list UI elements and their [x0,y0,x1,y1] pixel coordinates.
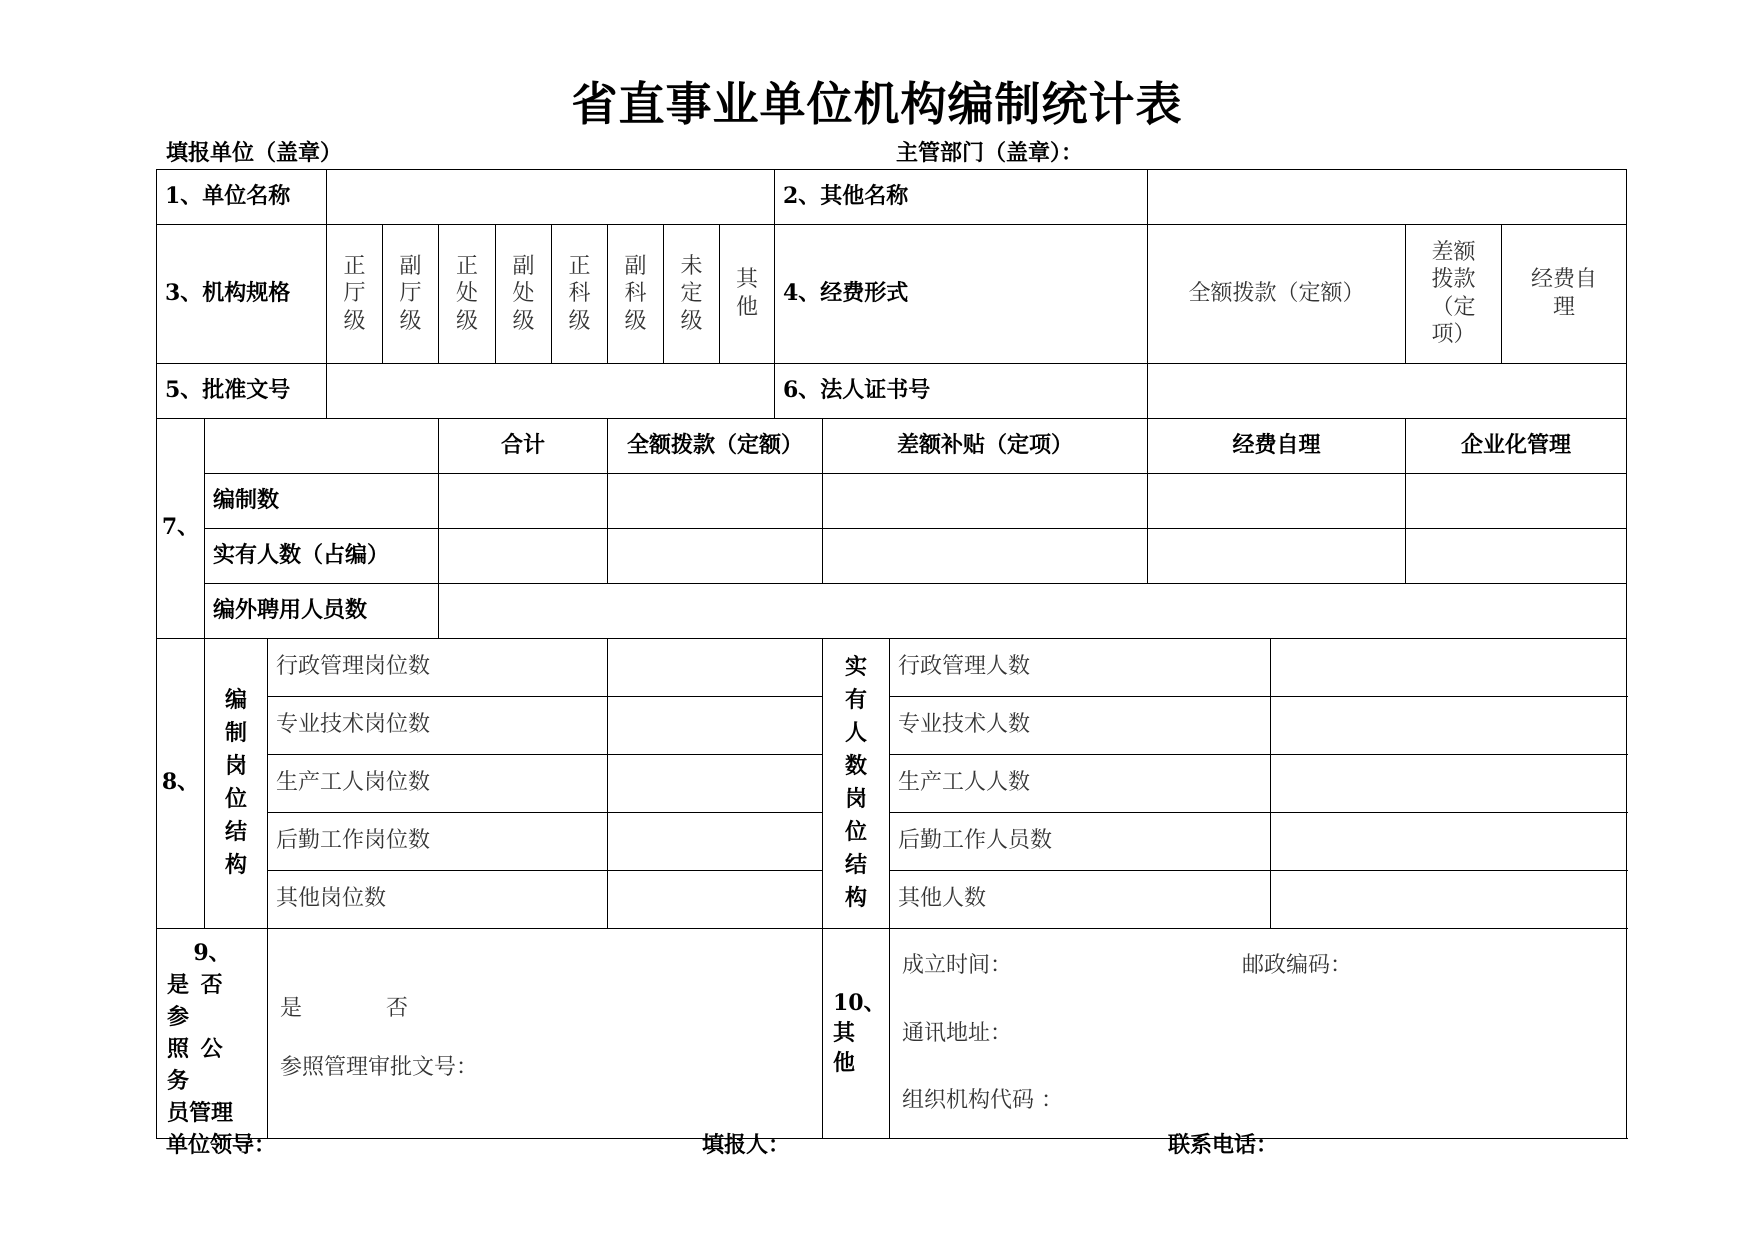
page-title: 省直事业单位机构编制统计表 [571,77,1183,131]
other-info-cell [890,928,1627,1138]
org-code-label: 组织机构代码 ： [902,1088,1063,1113]
left-item-label: 后勤工作岗位数 [268,812,608,870]
quota-diff-field[interactable] [823,473,1148,528]
legal-cert-field[interactable] [1148,363,1627,418]
left-item-label: 生产工人岗位数 [268,754,608,812]
actual-total-field[interactable] [439,528,608,583]
right-item-label: 后勤工作人员数 [890,812,1271,870]
quota-structure-heading [205,638,268,928]
column-header: 合计 [439,418,608,473]
quota-enterprise-field[interactable] [1406,473,1627,528]
approval-no-label: 5、批准文号 [157,363,327,418]
right-item-label: 生产工人人数 [890,754,1271,812]
section9-line: 照 公 务 [167,1036,225,1094]
row-label: 编外聘用人员数 [205,583,439,638]
statistics-form-table [156,169,1627,1139]
actual-structure-heading [823,638,890,928]
other-name-field[interactable] [1148,170,1627,225]
funding-option[interactable]: 经费自理 [1502,225,1627,364]
section7-label: 7、 [157,418,205,638]
level-option[interactable]: 副厅级 [383,225,439,364]
quota-self-field[interactable] [1148,473,1406,528]
actual-full-field[interactable] [608,528,823,583]
level-option[interactable]: 其他 [720,225,775,364]
actual-diff-field[interactable] [823,528,1148,583]
column-header: 经费自理 [1148,418,1406,473]
section9-line: 员管理 [167,1100,234,1126]
section10-line: 其 [833,1020,856,1046]
right-item-field[interactable] [1271,812,1627,870]
quota-structure-heading-text: 编制岗位结构 [224,687,247,878]
level-option[interactable]: 未定级 [664,225,720,364]
column-header: 全额拨款（定额） [608,418,823,473]
right-item-field[interactable] [1271,638,1627,696]
founded-label: 成立时间： [902,952,1013,978]
filler-label: 填报人： [702,1132,791,1158]
section10-number: 10、 [833,990,886,1016]
address-label: 通讯地址： [902,1020,1013,1046]
left-item-field[interactable] [608,812,823,870]
left-item-label: 其他岗位数 [268,870,608,928]
unit-name-field[interactable] [327,170,775,225]
funding-form-label: 4、经费形式 [775,225,1148,364]
right-item-field[interactable] [1271,696,1627,754]
level-option[interactable]: 正处级 [439,225,496,364]
column-header: 差额补贴（定项） [823,418,1148,473]
civil-servant-cell [268,928,823,1138]
level-option[interactable]: 副科级 [608,225,664,364]
fill-unit-label: 填报单位（盖章） [166,140,343,166]
right-item-field[interactable] [1271,870,1627,928]
actual-enterprise-field[interactable] [1406,528,1627,583]
section8-label: 8、 [157,638,205,928]
left-item-field[interactable] [608,638,823,696]
yes-option[interactable]: 是 [280,995,303,1021]
postcode-label: 邮政编码： [1242,952,1353,978]
supervisor-label: 主管部门（盖章）： [896,140,1084,166]
level-option[interactable]: 副处级 [496,225,552,364]
unit-name-label: 1、单位名称 [157,170,327,225]
quota-full-field[interactable] [608,473,823,528]
level-option[interactable]: 正厅级 [327,225,383,364]
legal-cert-label: 6、法人证书号 [775,363,1148,418]
right-item-label: 专业技术人数 [890,696,1271,754]
org-level-label: 3、机构规格 [157,225,327,364]
right-item-field[interactable] [1271,754,1627,812]
funding-option[interactable]: 全额拨款（定额） [1148,225,1406,364]
level-option[interactable]: 正科级 [552,225,608,364]
section9-line: 是 否 参 [167,972,225,1030]
section7-corner-cell [205,418,439,473]
other-name-label: 2、其他名称 [775,170,1148,225]
approval-doc-label: 参照管理审批文号： [280,1055,479,1080]
leader-label: 单位领导： [166,1132,277,1158]
row-label: 编制数 [205,473,439,528]
row-label: 实有人数（占编） [205,528,439,583]
no-option[interactable]: 否 [386,995,409,1021]
quota-total-field[interactable] [439,473,608,528]
left-item-field[interactable] [608,870,823,928]
phone-label: 联系电话： [1168,1132,1279,1158]
section10-line: 他 [833,1050,856,1076]
right-item-label: 其他人数 [890,870,1271,928]
actual-structure-heading-text: 实有人数岗位结构 [844,654,867,911]
right-item-label: 行政管理人数 [890,638,1271,696]
column-header: 企业化管理 [1406,418,1627,473]
section9-label [157,928,268,1138]
funding-option[interactable]: 差额拨款（定项） [1406,225,1502,364]
left-item-label: 专业技术岗位数 [268,696,608,754]
external-staff-field[interactable] [439,583,1627,638]
actual-self-field[interactable] [1148,528,1406,583]
left-item-field[interactable] [608,696,823,754]
section10-label [823,928,890,1138]
left-item-field[interactable] [608,754,823,812]
section9-number: 9、 [193,940,231,966]
approval-no-field[interactable] [327,363,775,418]
left-item-label: 行政管理岗位数 [268,638,608,696]
